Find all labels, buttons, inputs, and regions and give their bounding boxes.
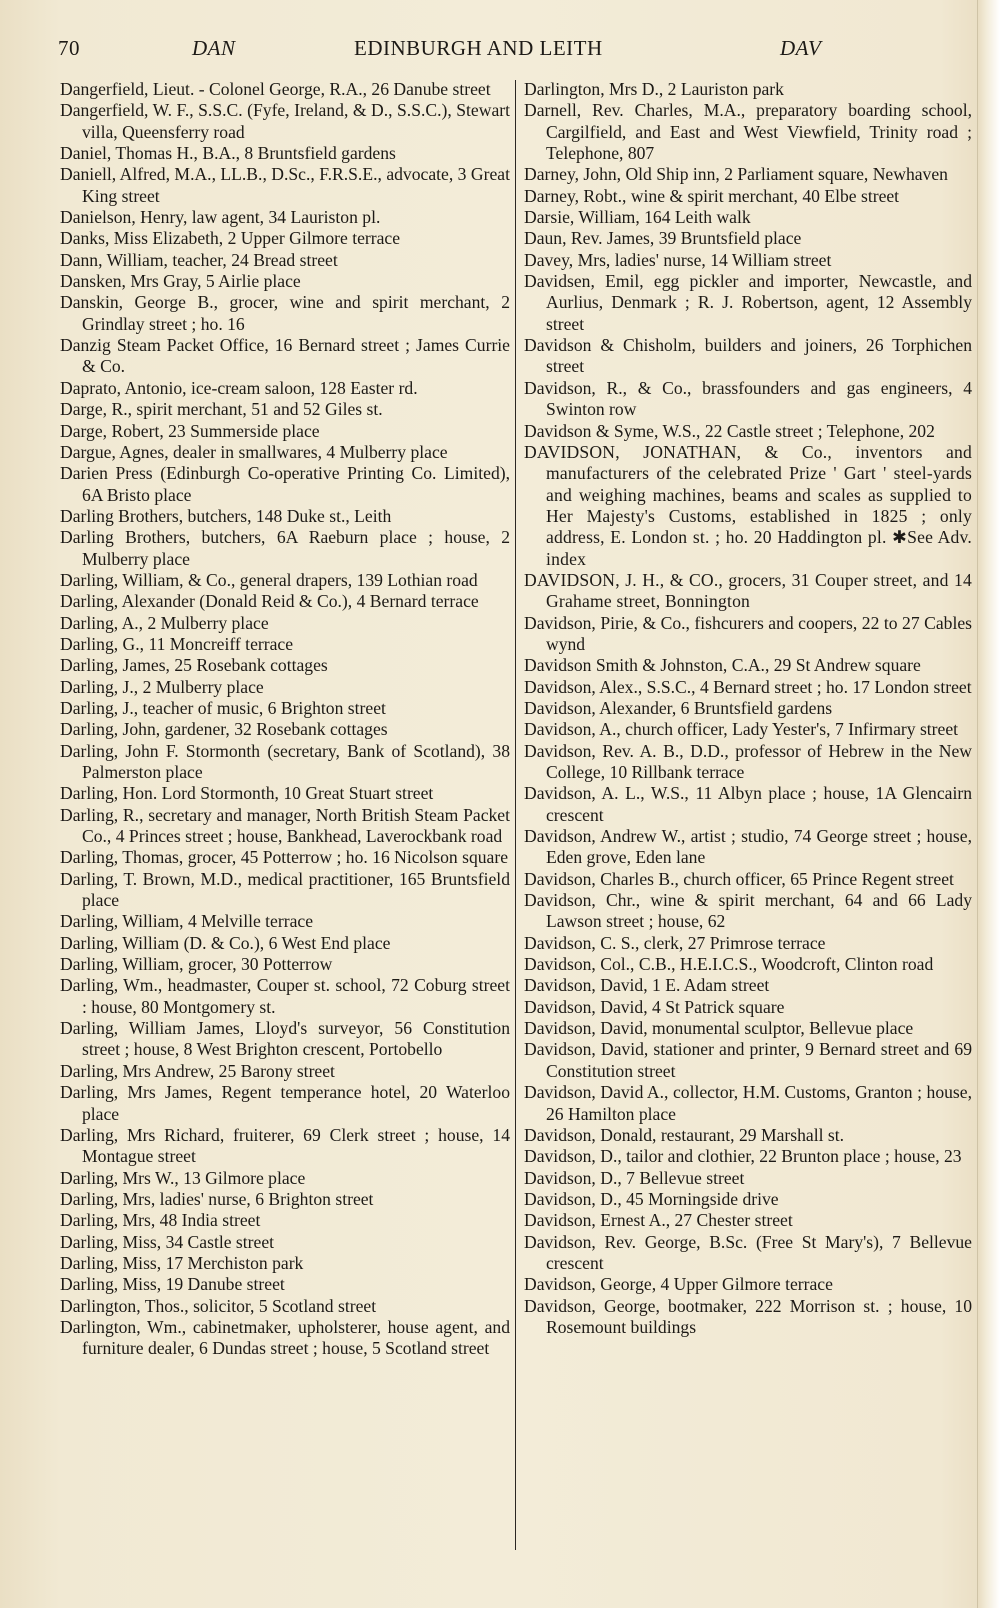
directory-entry: Davidson, D., tailor and clothier, 22 Brunton place ; house, 23 [524, 1146, 962, 1167]
directory-entry: Daun, Rev. James, 39 Bruntsfield place [524, 228, 802, 249]
directory-entry: Darnell, Rev. Charles, M.A., preparatory boarding school, Cargilfield, and East and West Viewfield, Trinity road ; Telephone, 807 [524, 100, 972, 164]
directory-entry: Davidson & Chisholm, builders and joiners, 26 Torphichen street [524, 335, 972, 377]
directory-entry: Darling, Miss, 17 Merchiston park [60, 1252, 304, 1273]
directory-entry: Darling, William, & Co., general drapers, 139 Lothian road [60, 569, 478, 590]
directory-entry: Darling, J., 2 Mulberry place [60, 676, 264, 697]
directory-entry: Darling, John, gardener, 32 Rosebank cottages [60, 719, 388, 740]
directory-entry: Darling, T. Brown, M.D., medical practitioner, 165 Bruntsfield place [60, 868, 510, 911]
directory-entry: Darling, Mrs, ladies' nurse, 6 Brighton street [60, 1188, 374, 1209]
directory-entry: Davidson Smith & Johnston, C.A., 29 St Andrew square [524, 655, 921, 676]
column-divider [515, 80, 516, 1550]
directory-entry: Davidson, David, 1 E. Adam street [524, 975, 770, 996]
directory-entry: Darge, R., spirit merchant, 51 and 52 Giles st. [60, 399, 383, 420]
directory-entry: Davidson, David, 4 St Patrick square [524, 996, 785, 1017]
directory-entry: Davidson, Rev. A. B., D.D., professor of Hebrew in the New College, 10 Rillbank terrace [524, 740, 972, 782]
directory-entry: Darling, William James, Lloyd's surveyor, 56 Constitution street ; house, 8 West Brighton crescent, Portobello [60, 1018, 510, 1060]
directory-entry: Davidson, Ernest A., 27 Chester street [524, 1210, 793, 1231]
directory-entry: Davidson, Alex., S.S.C., 4 Bernard street ; ho. 17 London street [524, 676, 972, 697]
directory-entry: Davidson, D., 7 Bellevue street [524, 1167, 745, 1188]
directory-entry: Darling, Alexander (Donald Reid & Co.), 4 Bernard terrace [60, 591, 479, 612]
directory-entry: Darling, Thomas, grocer, 45 Potterrow ; ho. 16 Nicolson square [60, 847, 509, 868]
directory-entry: Dangerfield, W. F., S.S.C. (Fyfe, Ireland, & D., S.S.C.), Stewart villa, Queensferry road [60, 100, 510, 142]
directory-entry: Darling Brothers, butchers, 148 Duke st., Leith [60, 505, 392, 526]
directory-entry: DAVIDSON, JONATHAN, & Co., inventors and manufacturers of the celebrated Prize ' Gart ' steel-yards and weighing machines, beams and scales as supplied to Her Majesty's Customs, established in 1825 ; only address, E. London st. ; ho. 20 Haddington pl. ✱See Adv. index [524, 441, 972, 569]
right-guide-word: DAV [780, 36, 822, 60]
directory-entry: Davidson, David, stationer and printer, 9 Bernard street and 69 Constitution street [524, 1039, 972, 1081]
directory-entry: Davidson, A., church officer, Lady Yester's, 7 Infirmary street [524, 719, 959, 740]
directory-entry: Davidson & Syme, W.S., 22 Castle street ; Telephone, 202 [524, 420, 935, 441]
directory-entry: Davidsen, Emil, egg pickler and importer, Newcastle, and Aurlius, Denmark ; R. J. Robertson, agent, 12 Assembly street [524, 271, 972, 334]
directory-entry: Davidson, Andrew W., artist ; studio, 74 George street ; house, Eden grove, Eden lane [524, 826, 972, 868]
page-number: 70 [58, 36, 80, 60]
directory-entry: Darling, William (D. & Co.), 6 West End place [60, 932, 391, 953]
directory-entry: DAVIDSON, J. H., & CO., grocers, 31 Couper street, and 14 Grahame street, Bonnington [524, 569, 972, 612]
directory-entry: Davidson, Charles B., church officer, 65 Prince Regent street [524, 868, 954, 889]
directory-entry: Darney, Robt., wine & spirit merchant, 40 Elbe street [524, 185, 900, 206]
directory-entry: Darling, Hon. Lord Stormonth, 10 Great Stuart street [60, 783, 434, 804]
directory-entry: Danielson, Henry, law agent, 34 Lauriston pl. [60, 207, 381, 228]
directory-entry: Davidson, A. L., W.S., 11 Albyn place ; house, 1A Glencairn crescent [524, 783, 972, 825]
page-title: EDINBURGH AND LEITH [354, 36, 603, 60]
directory-entry: Davidson, Col., C.B., H.E.I.C.S., Woodcroft, Clinton road [524, 954, 934, 975]
directory-entry: Darling, Miss, 19 Danube street [60, 1274, 285, 1295]
directory-entry: Darling, J., teacher of music, 6 Brighton street [60, 697, 386, 718]
directory-entry: Darling, Mrs Andrew, 25 Barony street [60, 1060, 335, 1081]
directory-entry: Davidson, R., & Co., brassfounders and gas engineers, 4 Swinton row [524, 377, 972, 420]
directory-entry: Dann, William, teacher, 24 Bread street [60, 249, 338, 270]
directory-entry: Darling, James, 25 Rosebank cottages [60, 655, 328, 676]
directory-entry: Daprato, Antonio, ice-cream saloon, 128 Easter rd. [60, 377, 418, 398]
directory-entry: Darling, Mrs, 48 India street [60, 1210, 261, 1231]
directory-entry: Davidson, D., 45 Morningside drive [524, 1188, 779, 1209]
directory-entry: Darling, William, grocer, 30 Potterrow [60, 954, 333, 975]
directory-entry: Davidson, George, 4 Upper Gilmore terrace [524, 1274, 833, 1295]
directory-entry: Davidson, Pirie, & Co., fishcurers and coopers, 22 to 27 Cables wynd [524, 612, 972, 654]
directory-entry: Dansken, Mrs Gray, 5 Airlie place [60, 271, 301, 292]
directory-entry: Darsie, William, 164 Leith walk [524, 207, 751, 228]
directory-entry: Darling, John F. Stormonth (secretary, Bank of Scotland), 38 Palmerston place [60, 740, 510, 782]
running-header [58, 36, 880, 66]
directory-entry: Davidson, Alexander, 6 Bruntsfield gardens [524, 697, 833, 718]
directory-entry: Danskin, George B., grocer, wine and spirit merchant, 2 Grindlay street ; ho. 16 [60, 292, 510, 334]
directory-entry: Darlington, Mrs D., 2 Lauriston park [524, 79, 784, 99]
directory-entry: Darien Press (Edinburgh Co-operative Printing Co. Limited), 6A Bristo place [60, 463, 510, 505]
directory-entry: Darling Brothers, butchers, 6A Raeburn place ; house, 2 Mulberry place [60, 527, 510, 569]
right-column [524, 79, 972, 1557]
directory-entry: Davidson, Chr., wine & spirit merchant, 64 and 66 Lady Lawson street ; house, 62 [524, 890, 972, 932]
directory-entry: Darlington, Thos., solicitor, 5 Scotland street [60, 1295, 377, 1316]
directory-entry: Daniel, Thomas H., B.A., 8 Bruntsfield gardens [60, 143, 396, 164]
directory-entry: Davidson, C. S., clerk, 27 Primrose terrace [524, 932, 826, 953]
directory-entry: Davey, Mrs, ladies' nurse, 14 William street [524, 249, 832, 270]
directory-entry: Dangerfield, Lieut. - Colonel George, R.A., 26 Danube street [60, 79, 491, 99]
directory-entry: Danzig Steam Packet Office, 16 Bernard street ; James Currie & Co. [60, 335, 510, 377]
directory-entry: Darge, Robert, 23 Summerside place [60, 420, 320, 441]
directory-entry: Darling, Miss, 34 Castle street [60, 1231, 275, 1252]
page-edge [977, 0, 1000, 1608]
directory-entry: Darling, Wm., headmaster, Couper st. school, 72 Coburg street : house, 80 Montgomery st. [60, 975, 510, 1017]
left-guide-word: DAN [192, 36, 236, 60]
left-column [60, 79, 510, 1557]
directory-entry: Davidson, David, monumental sculptor, Bellevue place [524, 1018, 914, 1039]
directory-entry: Darlington, Wm., cabinetmaker, upholsterer, house agent, and furniture dealer, 6 Dundas street ; house, 5 Scotland street [60, 1316, 510, 1359]
directory-entry: Dargue, Agnes, dealer in smallwares, 4 Mulberry place [60, 441, 448, 462]
directory-entry: Davidson, David A., collector, H.M. Customs, Granton ; house, 26 Hamilton place [524, 1082, 972, 1124]
directory-entry: Daniell, Alfred, M.A., LL.B., D.Sc., F.R.S.E., advocate, 3 Great King street [60, 164, 510, 206]
directory-entry: Davidson, George, bootmaker, 222 Morrison st. ; house, 10 Rosemount buildings [524, 1295, 972, 1337]
directory-entry: Darling, A., 2 Mulberry place [60, 612, 269, 633]
directory-entry: Darling, Mrs W., 13 Gilmore place [60, 1167, 306, 1188]
directory-entry: Danks, Miss Elizabeth, 2 Upper Gilmore terrace [60, 228, 401, 249]
directory-entry: Davidson, Rev. George, B.Sc. (Free St Mary's), 7 Bellevue crescent [524, 1231, 972, 1273]
directory-entry: Davidson, Donald, restaurant, 29 Marshall st. [524, 1124, 845, 1145]
directory-entry: Darling, G., 11 Moncreiff terrace [60, 633, 294, 654]
directory-entry: Darling, Mrs James, Regent temperance hotel, 20 Waterloo place [60, 1082, 510, 1124]
directory-entry: Darney, John, Old Ship inn, 2 Parliament square, Newhaven [524, 164, 948, 185]
directory-entry: Darling, William, 4 Melville terrace [60, 911, 314, 932]
directory-entry: Darling, Mrs Richard, fruiterer, 69 Clerk street ; house, 14 Montague street [60, 1124, 510, 1167]
directory-entry: Darling, R., secretary and manager, North British Steam Packet Co., 4 Princes street ; house, Bankhead, Laverockbank road [60, 804, 510, 847]
